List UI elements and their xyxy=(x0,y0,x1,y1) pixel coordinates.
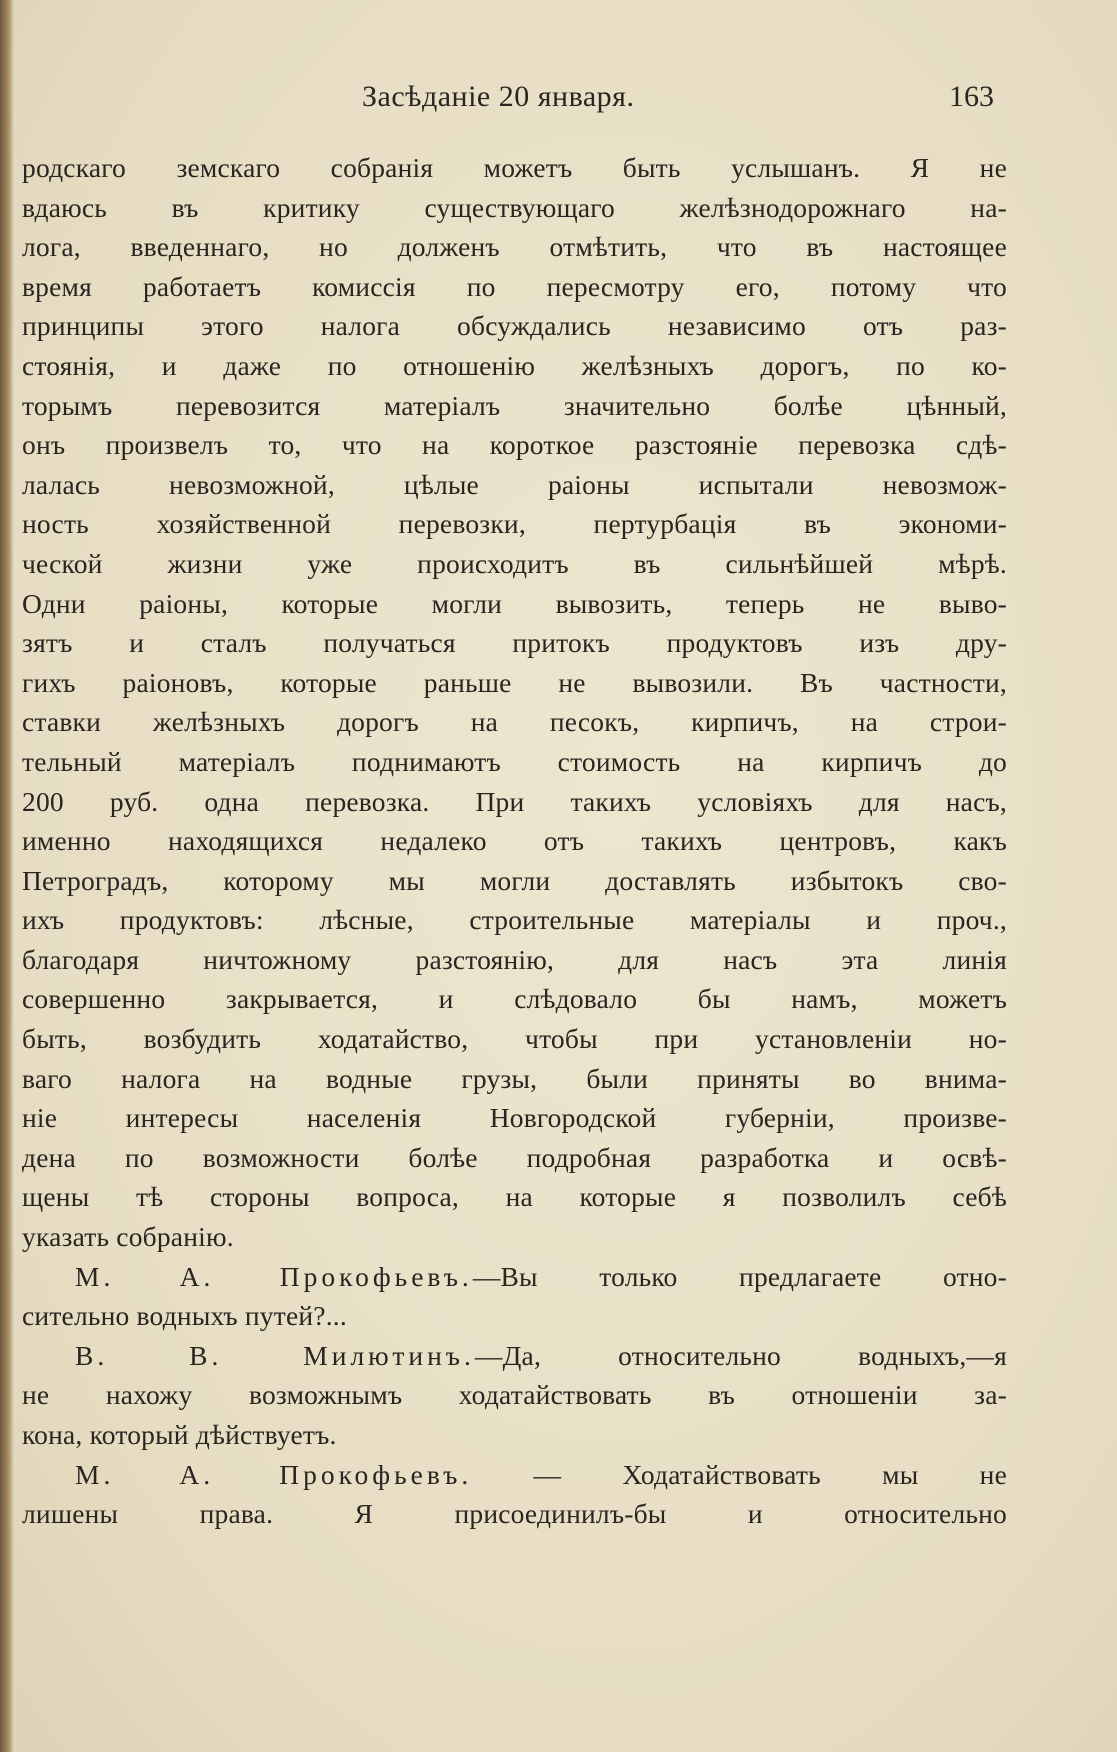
running-title: Засѣданіе 20 января. xyxy=(362,80,635,113)
text-line: ческой жизни уже происходитъ въ сильнѣйшей мѣрѣ. xyxy=(22,547,1007,579)
text-line: вдаюсь въ критику существующаго желѣзнодорожнаго на- xyxy=(22,191,1007,223)
speaker-line xyxy=(22,1257,1007,1297)
page-body xyxy=(22,148,1007,1534)
text-line: сительно водныхъ путей?... xyxy=(22,1300,347,1332)
text-line: тельный матеріалъ поднимаютъ стоимость на кирпичъ до xyxy=(22,745,1007,777)
text-line: онъ произвелъ то, что на короткое разстояніе перевозка сдѣ- xyxy=(22,429,1007,461)
text-line: принципы этого налога обсуждались независимо отъ раз- xyxy=(22,310,1007,342)
text-line: гихъ раіоновъ, которые раньше не вывозили. Въ частности, xyxy=(22,666,1007,698)
text-line: совершенно закрывается, и слѣдовало бы намъ, можетъ xyxy=(22,983,1007,1015)
speaker-line xyxy=(22,1455,1007,1495)
text-line: стоянія, и даже по отношенію желѣзныхъ дорогъ, по ко- xyxy=(22,349,1007,381)
text-line: время работаетъ комиссія по пересмотру его, потому что xyxy=(22,270,1007,302)
speaker-line xyxy=(22,1336,1007,1376)
speaker-name: В. В. Милютинъ. xyxy=(75,1339,475,1371)
text-line: родскаго земскаго собранія можетъ быть услышанъ. Я не xyxy=(22,152,1007,183)
text-line: торымъ перевозится матеріалъ значительно болѣе цѣнный, xyxy=(22,389,1007,421)
text-line: благодаря ничтожному разстоянію, для насъ эта линія xyxy=(22,943,1007,975)
text-line: ставки желѣзныхъ дорогъ на песокъ, кирпичъ, на строи- xyxy=(22,706,1007,738)
text-line: ніе интересы населенія Новгородской губерніи, произве- xyxy=(22,1102,1007,1134)
speech-text: —Да, относительно водныхъ,—я xyxy=(474,1339,1007,1371)
text-line: лалась невозможной, цѣлые раіоны испытали невозмож- xyxy=(22,468,1007,500)
book-spine-shadow xyxy=(0,0,14,1752)
text-line: лишены права. Я присоединилъ-бы и относительно xyxy=(22,1498,1007,1530)
text-line: ваго налога на водные грузы, были приняты во внима- xyxy=(22,1062,1007,1094)
text-line: щены тѣ стороны вопроса, на которые я позволилъ себѣ xyxy=(22,1181,1007,1213)
text-line: кона, который дѣйствуетъ. xyxy=(22,1419,337,1450)
text-line: ихъ продуктовъ: лѣсные, строительные матеріалы и проч., xyxy=(22,904,1007,936)
text-line: не нахожу возможнымъ ходатайствовать въ отношеніи за- xyxy=(22,1379,1007,1411)
text-line: зятъ и сталъ получаться притокъ продуктовъ изъ дру- xyxy=(22,627,1007,659)
speaker-name: М. А. Прокофьевъ. xyxy=(75,1458,473,1490)
text-line: ность хозяйственной перевозки, пертурбація въ экономи- xyxy=(22,508,1007,540)
text-line: дена по возможности болѣе подробная разработка и освѣ- xyxy=(22,1141,1007,1173)
page-number: 163 xyxy=(949,80,994,113)
text-line: Петроградъ, которому мы могли доставлять избытокъ сво- xyxy=(22,864,1007,896)
text-line: 200 руб. одна перевозка. При такихъ условіяхъ для насъ, xyxy=(22,785,1007,817)
speech-text: —Вы только предлагаете отно- xyxy=(472,1260,1007,1292)
text-line: быть, возбудить ходатайство, чтобы при установленіи но- xyxy=(22,1023,1007,1055)
text-line: указать собранію. xyxy=(22,1221,234,1253)
text-line: Одни раіоны, которые могли вывозить, теперь не выво- xyxy=(22,587,1007,619)
speaker-name: М. А. Прокофьевъ. xyxy=(75,1260,473,1292)
speech-text: — Ходатайствовать мы не xyxy=(472,1458,1007,1490)
text-line: лога, введеннаго, но долженъ отмѣтить, что въ настоящее xyxy=(22,231,1007,263)
text-line: именно находящихся недалеко отъ такихъ центровъ, какъ xyxy=(22,825,1007,857)
page-header xyxy=(22,80,994,120)
